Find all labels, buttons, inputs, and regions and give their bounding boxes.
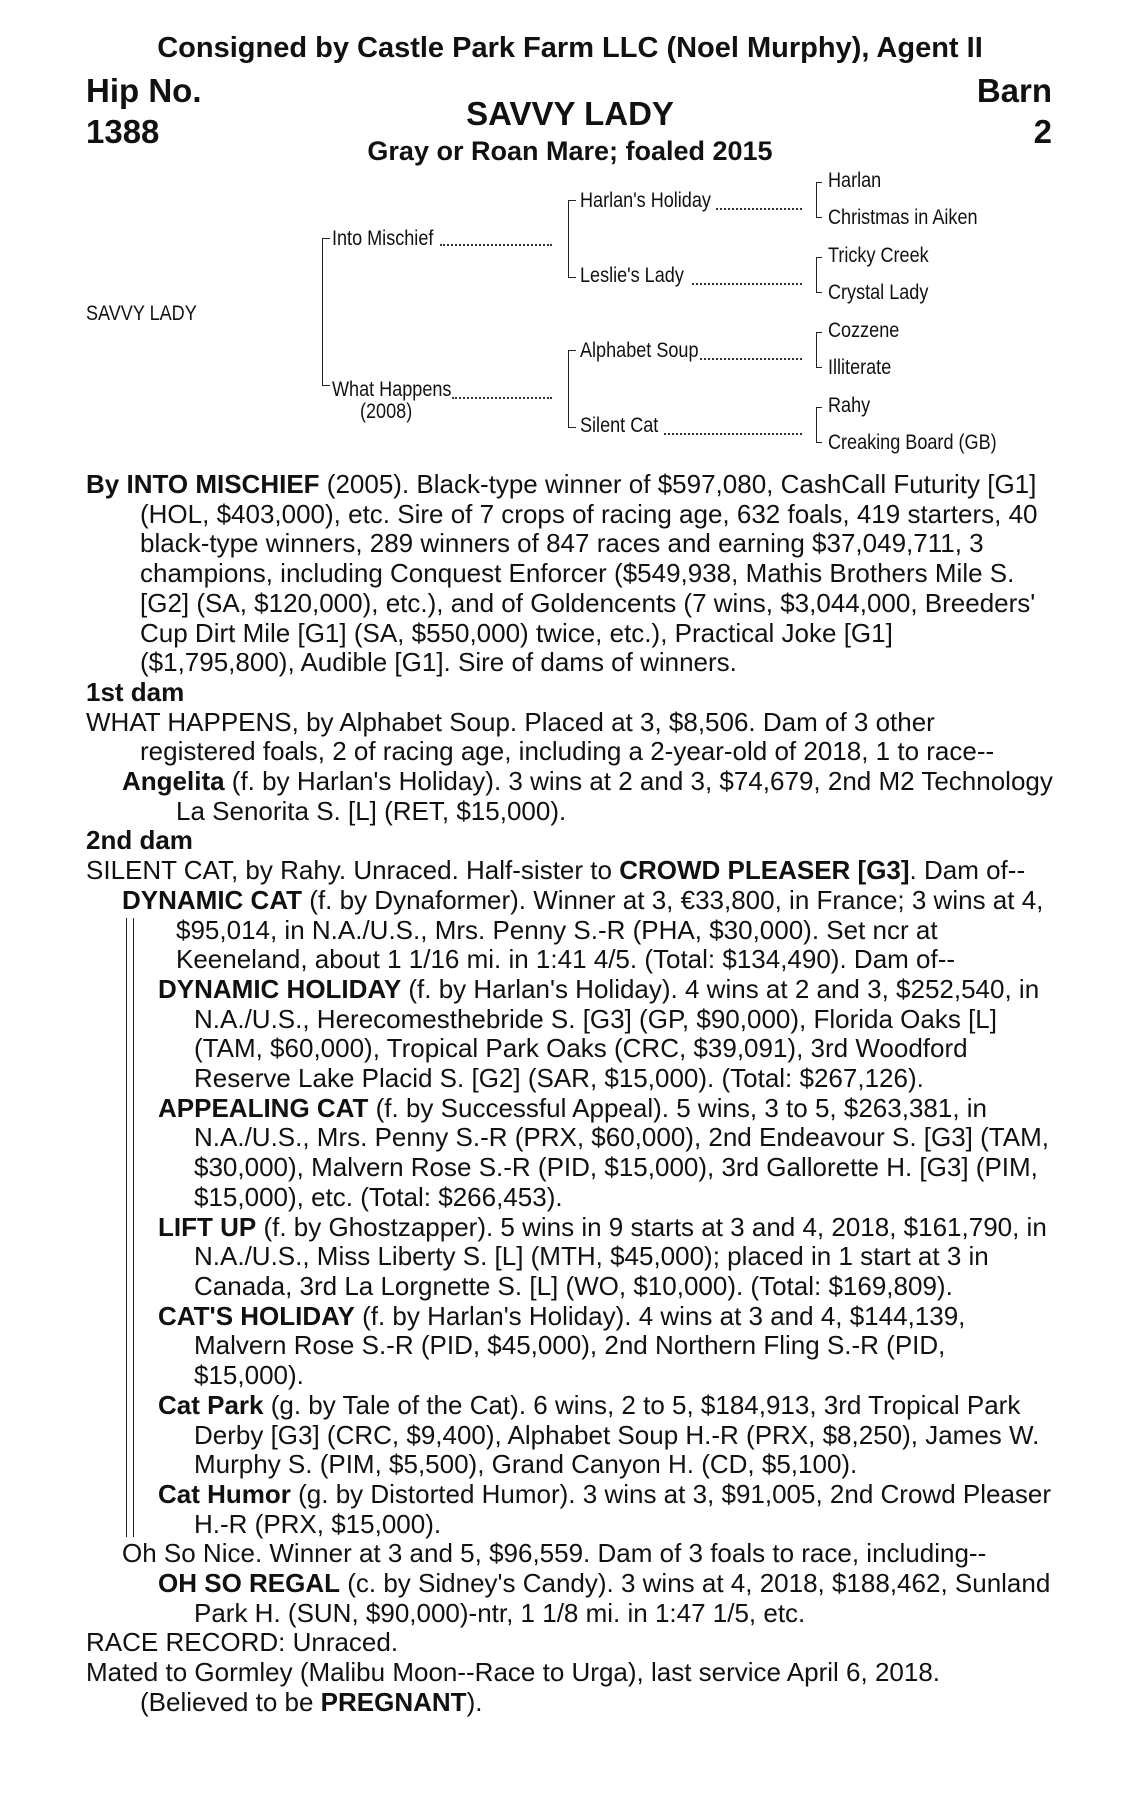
oh-so-nice: Oh So Nice. Winner at 3 and 5, $96,559. Dam of 3 foals to race, including-- (122, 1538, 987, 1569)
produce-entry: CAT'S HOLIDAY (f. by Harlan's Holiday). 4 wins at 3 and 4, $144,139, Malvern Rose S.-R (PID, $45,000), 2nd Northern Fling S.-R (PID, $15,000). (158, 1300, 966, 1391)
pedigree-g3-5: Cozzene (828, 319, 900, 342)
first-dam-text: WHAT HAPPENS, by Alphabet Soup. Placed at 3, $8,506. Dam of 3 other registered foals, 2 of racing age, including a 2-year-old of 2018, 1 to race-- (86, 706, 995, 767)
produce-entry: DYNAMIC HOLIDAY (f. by Harlan's Holiday). 4 wins at 2 and 3, $252,540, in N.A./U.S., Herecomesthebride S. [G3] (GP, $90,000), Florida Oaks [L] (TAM, $60,000), Tropical Park Oaks (CRC, $39,091), 3rd Woodford Reserve Lake Placid S. [G2] (SAR, $15,000). (Total: $267,126). (158, 973, 1040, 1094)
pedigree-g3-6: Illiterate (828, 356, 892, 379)
barn-label: Barn (976, 72, 1052, 109)
produce-entry: DYNAMIC CAT (f. by Dynaformer). Winner at 3, €33,800, in France; 3 wins at 4, $95,014, in N.A./U.S., Mrs. Penny S.-R (PHA, $30,000). Set ncr at Keeneland, about 1 1/16 mi. in 1:41 4/5. (Total: $134,490). Dam of-- (122, 884, 1044, 975)
produce-entry: APPEALING CAT (f. by Successful Appeal). 5 wins, 3 to 5, $263,381, in N.A./U.S., Mrs. Penny S.-R (PRX, $60,000), 2nd Endeavour S. [G3] (TAM, $30,000), Malvern Rose S.-R (PID, $15,000), 3rd Gallorette H. [G3] (PIM, $15,000), etc. (Total: $266,453). (158, 1092, 1049, 1212)
sire-text: (2005). Black-type winner of $597,080, CashCall Futurity [G1] (HOL, $403,000), etc. Sire of 7 crops of racing age, 632 foals, 419 starters, 40 black-type winners, 289 winners of 847 races and earning $37,049,711, 3 champions, including Conquest Enforcer ($549,938, Mathis Brothers Mile S. [G2] (SA, $120,000), etc.), and of Goldencents (7 wins, $3,044,000, Breeders' Cup Dirt Mile [G1] (SA, $550,000) twice, etc.), Practical Joke [G1] ($1,795,800), Audible [G1]. Sire of dams of winners. (140, 469, 1038, 678)
produce-entry: Cat Humor (g. by Distorted Humor). 3 wins at 3, $91,005, 2nd Crowd Pleaser H.-R (PRX, $15,000). (158, 1478, 1052, 1539)
second-dam-intro: SILENT CAT, by Rahy. Unraced. Half-sister to CROWD PLEASER [G3]. Dam of-- (86, 855, 1026, 886)
mated-line: Mated to Gormley (Malibu Moon--Race to Urga), last service April 6, 2018. (Believed to be PREGNANT). (86, 1657, 941, 1717)
sire-name: INTO MISCHIEF (126, 469, 320, 499)
pedigree-g3-8: Creaking Board (GB) (828, 431, 997, 454)
sire-paragraph: By INTO MISCHIEF (2005). Black-type winner of $597,080, CashCall Futurity [G1] (HOL, $403,000), etc. Sire of 7 crops of racing age, 632 foals, 419 starters, 40 black-type winners, 289 winners of 847 races and earning $37,049,711, 3 champions, including Conquest Enforcer ($549,938, Mathis Brothers Mile S. [G2] (SA, $120,000), etc.), and of Goldencents (7 wins, $3,044,000, Breeders' Cup Dirt Mile [G1] (SA, $550,000) twice, etc.), Practical Joke [G1] ($1,795,800), Audible [G1]. Sire of dams of winners. (86, 469, 1038, 678)
second-dam-produce (86, 886, 1054, 1539)
second-dam-heading: 2nd dam (86, 825, 193, 856)
pedigree-dam-dam: Silent Cat (580, 414, 659, 437)
produce-entry: Cat Park (g. by Tale of the Cat). 6 wins, 2 to 5, $184,913, 3rd Tropical Park Derby [G3] (CRC, $9,400), Alphabet Soup H.-R (PRX, $8,250), James W. Murphy S. (PIM, $5,500), Grand Canyon H. (CD, $5,100). (158, 1389, 1040, 1480)
horse-description: Gray or Roan Mare; foaled 2015 (367, 136, 773, 166)
hip-number: 1388 (86, 113, 160, 150)
produce-entry: LIFT UP (f. by Ghostzapper). 5 wins in 9 starts at 3 and 4, 2018, $161,790, in N.A./U.S., Miss Liberty S. [L] (MTH, $45,000); placed in 1 start at 3 in Canada, 3rd La Lorgnette S. [L] (WO, $10,000). (Total: $169,809). (158, 1211, 1047, 1301)
pedigree-dam-year: (2008) (360, 400, 413, 423)
pedigree-dam-sire: Alphabet Soup (580, 339, 699, 362)
pedigree-subject: SAVVY LADY (86, 302, 197, 325)
catalog-body (86, 470, 1054, 1718)
pedigree-g3-3: Tricky Creek (828, 244, 929, 267)
barn-number: 2 (1033, 113, 1052, 150)
foal-name: Angelita (122, 766, 225, 797)
pedigree-sire: Into Mischief (332, 227, 434, 250)
pedigree-g3-1: Harlan (828, 169, 882, 192)
hip-label: Hip No. (86, 72, 202, 109)
first-dam-heading: 1st dam (86, 676, 185, 707)
oh-so-regal: OH SO REGAL (c. by Sidney's Candy). 3 wins at 4, 2018, $188,462, Sunland Park H. (SUN, $90,000)-ntr, 1 1/8 mi. in 1:47 1/5, etc. (158, 1568, 1051, 1628)
foal-text: (f. by Harlan's Holiday). 3 wins at 2 and 3, $74,679, 2nd M2 Technology La Senorita S. [L] (RET, $15,000). (176, 766, 1053, 826)
consignor-line: Consigned by Castle Park Farm LLC (Noel Murphy), Agent II (157, 32, 983, 64)
pedigree-dam: What Happens (332, 378, 452, 401)
pedigree-g3-4: Crystal Lady (828, 281, 929, 304)
first-dam-foal (86, 767, 1054, 826)
pedigree-sire-dam: Leslie's Lady (580, 264, 684, 287)
horse-name: SAVVY LADY (466, 95, 674, 132)
pedigree-g3-7: Rahy (828, 394, 871, 417)
pedigree-g3-2: Christmas in Aiken (828, 206, 978, 229)
pedigree-sire-sire: Harlan's Holiday (580, 189, 711, 212)
race-record: RACE RECORD: Unraced. (86, 1627, 399, 1658)
